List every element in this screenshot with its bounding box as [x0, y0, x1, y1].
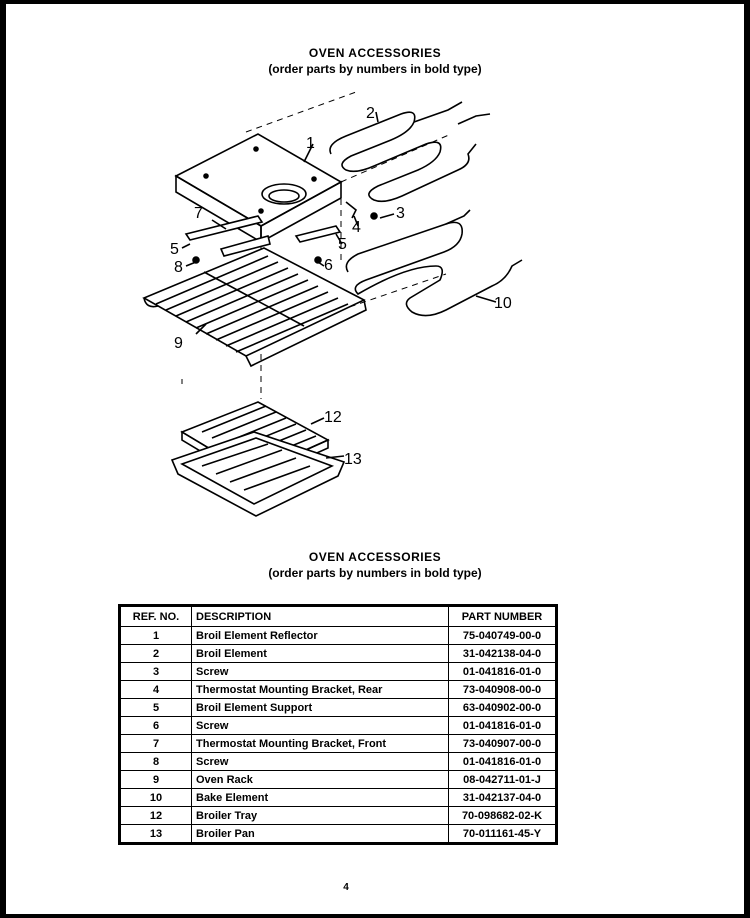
description-cell: Screw: [192, 717, 449, 735]
ref-cell: 8: [121, 753, 192, 771]
ref-cell: 2: [121, 645, 192, 663]
table-row: [121, 735, 556, 753]
part-number-cell: 63-040902-00-0: [449, 699, 556, 717]
part-number-cell: 70-011161-45-Y: [449, 825, 556, 843]
description-cell: Thermostat Mounting Bracket, Front: [192, 735, 449, 753]
description-cell: Screw: [192, 753, 449, 771]
part-number-cell: 75-040749-00-0: [449, 627, 556, 645]
table-row: [121, 771, 556, 789]
ref-cell: 4: [121, 681, 192, 699]
callout-5-left: 5: [170, 241, 179, 258]
description-cell: Broil Element Reflector: [192, 627, 449, 645]
description-cell: Broil Element Support: [192, 699, 449, 717]
table-row: [121, 825, 556, 843]
description-cell: Broil Element: [192, 645, 449, 663]
diagram-subtitle: (order parts by numbers in bold type): [268, 62, 482, 76]
callout-8: 8: [174, 259, 183, 276]
part-number-cell: 08-042711-01-J: [449, 771, 556, 789]
part-number-cell: 01-041816-01-0: [449, 663, 556, 681]
callout-2: 2: [366, 105, 375, 122]
ref-cell: 13: [121, 825, 192, 843]
part-number-cell: 31-042138-04-0: [449, 645, 556, 663]
ref-cell: 6: [121, 717, 192, 735]
table-row: [121, 699, 556, 717]
ref-cell: 5: [121, 699, 192, 717]
callout-4: 4: [352, 219, 361, 236]
description-cell: Thermostat Mounting Bracket, Rear: [192, 681, 449, 699]
ref-cell: 1: [121, 627, 192, 645]
table-row: [121, 807, 556, 825]
callout-13: 13: [344, 451, 362, 468]
part-number-cell: 31-042137-04-0: [449, 789, 556, 807]
ref-cell: 3: [121, 663, 192, 681]
table-row: [121, 717, 556, 735]
part-number-cell: 70-098682-02-K: [449, 807, 556, 825]
parts-table: [120, 606, 556, 843]
callout-7: 7: [194, 205, 203, 222]
ref-cell: 10: [121, 789, 192, 807]
broil-element: [330, 102, 490, 201]
parts-list-subtitle: (order parts by numbers in bold type): [268, 566, 482, 580]
table-row: [121, 753, 556, 771]
table-row: [121, 627, 556, 645]
column-header-description: DESCRIPTION: [192, 607, 449, 627]
description-cell: Broiler Tray: [192, 807, 449, 825]
callout-5-right: 5: [338, 236, 347, 253]
callout-6: 6: [324, 257, 333, 274]
ref-cell: 9: [121, 771, 192, 789]
table-row: [121, 681, 556, 699]
description-cell: Screw: [192, 663, 449, 681]
part-number-cell: 01-041816-01-0: [449, 717, 556, 735]
parts-list-title: OVEN ACCESSORIES: [308, 550, 442, 564]
callout-9: 9: [174, 335, 183, 352]
part-number-cell: 73-040908-00-0: [449, 681, 556, 699]
part-number-cell: 01-041816-01-0: [449, 753, 556, 771]
table-row: [121, 645, 556, 663]
callout-12: 12: [324, 409, 342, 426]
broil-element-reflector: [176, 134, 341, 242]
table-row: [121, 789, 556, 807]
document-page: [6, 4, 744, 914]
table-row: [121, 663, 556, 681]
column-header-ref: REF. NO.: [121, 607, 192, 627]
table-header-row: [121, 607, 556, 627]
part-number-cell: 73-040907-00-0: [449, 735, 556, 753]
parts-list-header: [6, 550, 744, 580]
page-number: 4: [343, 882, 349, 893]
exploded-parts-diagram: [6, 4, 744, 544]
description-cell: Oven Rack: [192, 771, 449, 789]
column-header-part-number: PART NUMBER: [449, 607, 556, 627]
description-cell: Broiler Pan: [192, 825, 449, 843]
diagram-title: OVEN ACCESSORIES: [308, 46, 442, 60]
ref-cell: 7: [121, 735, 192, 753]
ref-cell: 12: [121, 807, 192, 825]
callout-3: 3: [396, 205, 405, 222]
description-cell: Bake Element: [192, 789, 449, 807]
callout-1: 1: [306, 135, 315, 152]
callout-10: 10: [494, 295, 512, 312]
